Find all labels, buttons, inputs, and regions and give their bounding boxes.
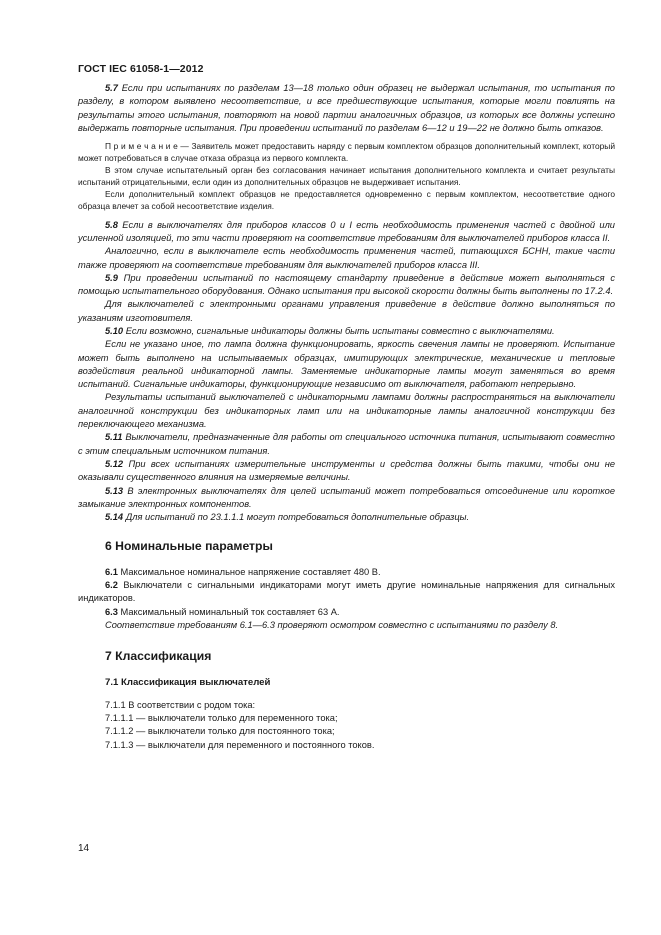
clause-text: При всех испытаниях измерительные инструменты и средства должны быть такими, чтобы они не оказывали существенного влияния на измеряемые величины. bbox=[78, 458, 615, 483]
clause-6-1 bbox=[78, 566, 615, 579]
clause-number: 5.9 bbox=[105, 272, 118, 283]
clause-5-7 bbox=[78, 82, 615, 135]
clause-number: 5.12 bbox=[105, 458, 124, 469]
clause-5-10 bbox=[78, 325, 615, 338]
clause-text: В электронных выключателях для целей испытаний может потребоваться отсоединение или короткое замыкание электронных компонентов. bbox=[78, 485, 615, 509]
clause-number: 6.2 bbox=[105, 580, 118, 591]
clause-number: 6.3 bbox=[105, 606, 118, 617]
clause-text: Максимальное номинальное напряжение составляет 480 В. bbox=[120, 566, 381, 577]
clause-5-10-para-2: Если не указано иное, то лампа должна функционировать, яркость свечения лампы не проверяют. Испытание может быть выполнено на испытываемых образцах, имитирующих электрические, механические и тепловые воздействия реальной индикаторной лампы. Заменяемые индикаторные лампы могут заменяться во время испытаний. Сигнальные индикаторы, функционирующие независимо от выключателя, работают непрерывно. bbox=[78, 339, 615, 390]
note-paragraph bbox=[78, 141, 615, 165]
list-item: 7.1.1 В соответствии с родом тока: bbox=[105, 699, 256, 710]
page-number: 14 bbox=[78, 843, 90, 854]
list-item: 7.1.1.1 — выключатели только для переменного тока; bbox=[105, 713, 338, 724]
clause-5-8-para-2: Аналогично, если в выключателе есть необходимость применения частей, питающихся БСНН, такие части также проверяют на соответствие требованиям для выключателей приборов класса III. bbox=[78, 246, 615, 270]
list-item: 7.1.1.2 — выключатели только для постоянного тока; bbox=[105, 726, 335, 737]
clause-number: 5.7 bbox=[105, 83, 118, 93]
clause-number: 5.8 bbox=[105, 219, 118, 230]
clause-number: 5.13 bbox=[105, 485, 124, 496]
clause-text: Для испытаний по 23.1.1.1 могут потребоваться дополнительные образцы. bbox=[125, 512, 470, 523]
note-paragraph-3: Если дополнительный комплект образцов не предоставляется одновременно с первым комплектом, несоответствие одного образца влечет за собой несоответствие изделия. bbox=[78, 188, 615, 211]
conformity-statement: Соответствие требованиям 6.1—6.3 проверяют осмотром совместно с испытаниями по разделу 8. bbox=[105, 619, 559, 630]
note-paragraph-2: В этом случае испытательный орган без согласования начинает испытания дополнительного комплекта и считает результаты испытаний отрицательными, если один из дополнительных образцов не выдерживает испытания. bbox=[78, 165, 615, 187]
page-content bbox=[78, 82, 615, 752]
clause-text: При проведении испытаний по настоящему стандарту приведение в действие может выполняться с помощью испытательного оборудования. Однако испытания при высокой скорости должны быть выполнены по 17.2.4. bbox=[78, 272, 615, 297]
note-text: Заявитель может предоставить наряду с первым комплектом образцов дополнительный комплект, который может потребоваться в случае отказа образца из первого комплекта. bbox=[78, 141, 615, 164]
clause-text: Максимальный номинальный ток составляет 63 А. bbox=[120, 606, 340, 617]
section-6-heading: 6 Номинальные параметры bbox=[105, 539, 273, 554]
clause-text: Если в выключателях для приборов классов 0 и I есть необходимость применения частей с двойной или усиленной изоляцией, то эти части проверяют на соответствие требованиям для выключателей приборов класса II. bbox=[78, 219, 615, 243]
note-label: П р и м е ч а н и е — bbox=[105, 141, 189, 152]
clause-6-2 bbox=[78, 579, 615, 606]
clause-5-11 bbox=[78, 431, 615, 458]
list-item: 7.1.1.3 — выключатели для переменного и постоянного токов. bbox=[105, 739, 375, 750]
clause-number: 6.1 bbox=[105, 566, 118, 577]
clause-5-10-para-3: Результаты испытаний выключателей с индикаторными лампами должны распространяться на выключатели аналогичной конструкции без индикаторных ламп или на индикаторные лампы аналогичной конструкции без переключающего механизма. bbox=[78, 392, 615, 430]
clause-5-8 bbox=[78, 219, 615, 246]
clause-5-12 bbox=[78, 458, 615, 485]
clause-5-9 bbox=[78, 272, 615, 299]
subsection-7-1-heading: 7.1 Классификация выключателей bbox=[105, 676, 271, 688]
clause-5-14 bbox=[78, 511, 615, 524]
clause-6-3 bbox=[78, 606, 615, 619]
document-header: ГОСТ IEC 61058-1—2012 bbox=[78, 63, 204, 75]
clause-text: Выключатели с сигнальными индикаторами могут иметь другие номинальные напряжения для сигнальных индикаторов. bbox=[78, 580, 616, 604]
clause-text: Выключатели, предназначенные для работы от специального источника питания, испытывают совместно с этим специальным источником питания. bbox=[78, 432, 615, 456]
clause-5-13 bbox=[78, 485, 615, 512]
clause-text: Если возможно, сигнальные индикаторы должны быть испытаны совместно с выключателями. bbox=[125, 326, 555, 336]
clause-number: 5.11 bbox=[105, 432, 123, 443]
clause-text: Если при испытаниях по разделам 13—18 только один образец не выдержал испытания, то испытания по разделу, в котором выявлено несоответствие, и все предшествующие испытания, которые могли повлиять на результаты этого испытания, повторяют на новой партии аналогичных образцов, из которых все должны успешно выдержать повторные испытания. При проведении испытаний по разделам 6—12 и 19—22 не должно быть отказов. bbox=[78, 83, 615, 133]
clause-5-9-para-2: Для выключателей с электронными органами управления приведение в действие должно выполняться по указаниям изготовителя. bbox=[78, 299, 615, 323]
clause-number: 5.10 bbox=[105, 326, 124, 336]
section-7-heading: 7 Классификация bbox=[105, 649, 212, 664]
clause-number: 5.14 bbox=[105, 512, 124, 523]
